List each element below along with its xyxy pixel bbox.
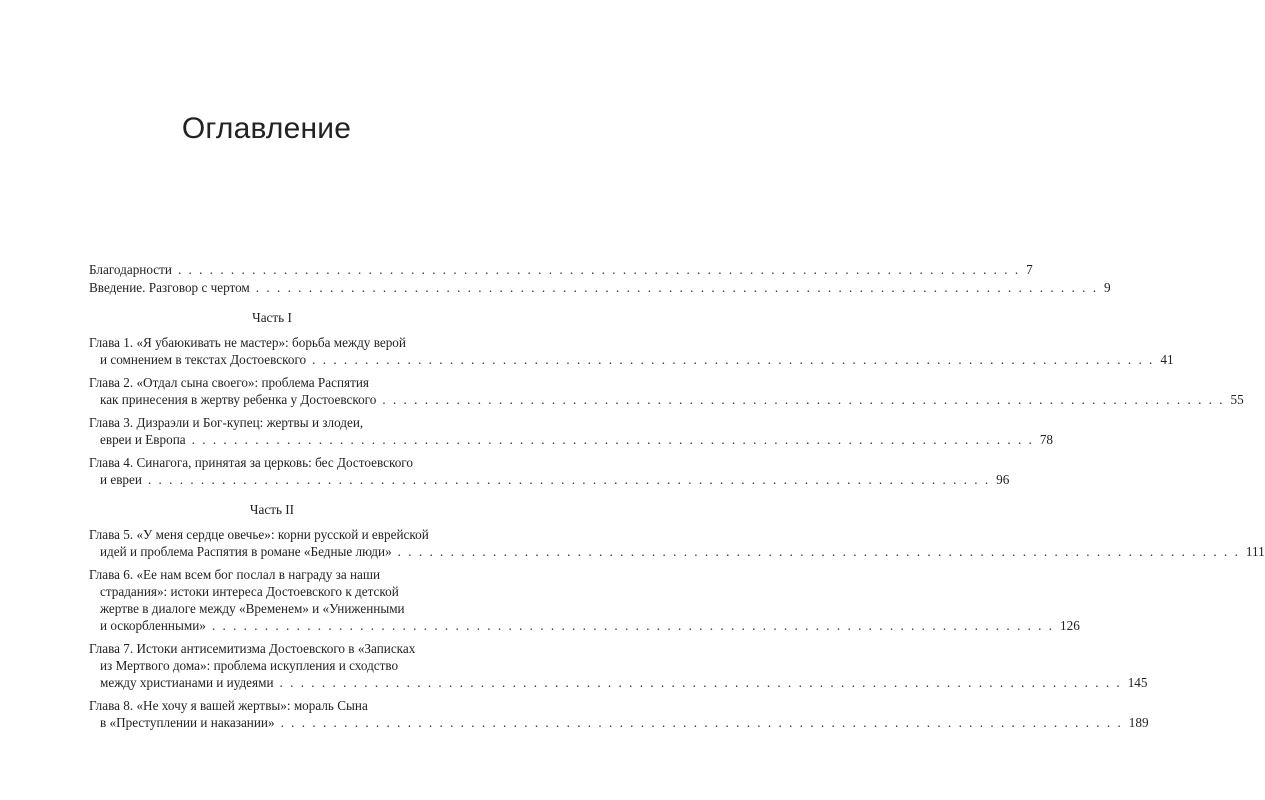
toc-entry-line [89,600,455,617]
dot-leader: . . . . . . . . . . . . . . . . . . . . . . . . . . . . . . . . . . . . . . . . . . . . . . . . . . . . . . . . . . . . . . . . . . . . . . . . . . . . . . . . [312,352,1155,367]
toc-entry-text: и оскорбленными» [100,618,206,633]
part-heading: Часть I [252,310,292,325]
dot-leader: . . . . . . . . . . . . . . . . . . . . . . . . . . . . . . . . . . . . . . . . . . . . . . . . . . . . . . . . . . . . . . . . . . . . . . . . . . . . . . . . [255,280,1098,295]
toc-entry-text: Глава 6. «Ее нам всем бог послал в награду за наши [89,567,381,582]
dot-leader: . . . . . . . . . . . . . . . . . . . . . . . . . . . . . . . . . . . . . . . . . . . . . . . . . . . . . . . . . . . . . . . . . . . . . . . . . . . . . . . . [177,262,1021,277]
toc-entry-text: Благодарности [89,262,172,277]
toc-entry-line [89,697,455,714]
toc-entry-line [89,414,455,431]
page-number: 96 [996,472,1010,487]
toc-entry-line [89,617,1080,634]
dot-leader: . . . . . . . . . . . . . . . . . . . . . . . . . . . . . . . . . . . . . . . . . . . . . . . . . . . . . . . . . . . . . . . . . . . . . . . . . . . . . . . . [280,715,1123,730]
toc-entry-text: Глава 1. «Я убаюкивать не мастер»: борьба между верой [89,335,406,350]
toc-entry[interactable] [89,334,1174,368]
toc-entry-line [89,583,455,600]
toc-entry-line [89,543,1265,560]
toc-entry-line [89,566,455,583]
toc-entry-text: жертве в диалоге между «Временем» и «Униженными [100,601,405,616]
toc-entry-line [89,454,455,471]
toc-entry-text: евреи и Европа [100,432,186,447]
toc-entry-line [89,391,1244,408]
toc-entry-line [89,261,1033,278]
toc-entry-line [89,674,1148,691]
dot-leader: . . . . . . . . . . . . . . . . . . . . . . . . . . . . . . . . . . . . . . . . . . . . . . . . . . . . . . . . . . . . . . . . . . . . . . . . . . . . . . . . [397,544,1240,559]
toc-entry-text: Глава 3. Дизраэли и Бог-купец: жертвы и злодеи, [89,415,364,430]
toc-entry-text: Глава 4. Синагога, принятая за церковь: бес Достоевского [89,455,413,470]
table-of-contents [89,261,1265,737]
dot-leader: . . . . . . . . . . . . . . . . . . . . . . . . . . . . . . . . . . . . . . . . . . . . . . . . . . . . . . . . . . . . . . . . . . . . . . . . . . . . . . . . [382,392,1225,407]
dot-leader: . . . . . . . . . . . . . . . . . . . . . . . . . . . . . . . . . . . . . . . . . . . . . . . . . . . . . . . . . . . . . . . . . . . . . . . . . . . . . . . . [279,675,1122,690]
dot-leader: . . . . . . . . . . . . . . . . . . . . . . . . . . . . . . . . . . . . . . . . . . . . . . . . . . . . . . . . . . . . . . . . . . . . . . . . . . . . . . . . [191,432,1034,447]
page-number: 126 [1060,618,1080,633]
toc-entry[interactable] [89,697,1149,731]
page-number: 78 [1039,432,1054,447]
part-heading: Часть II [249,502,295,517]
toc-entry[interactable] [89,414,1054,448]
toc-entry[interactable] [89,374,1244,408]
toc-entry-line [89,526,455,543]
toc-entry-line [89,351,1174,368]
page-number: 55 [1230,392,1244,407]
toc-entry-text: из Мертвого дома»: проблема искупления и сходство [100,658,399,673]
toc-entry-line [89,279,1111,296]
toc-entry-text: Глава 8. «Не хочу я вашей жертвы»: мораль Сына [89,698,368,713]
page-number: 9 [1103,280,1111,295]
toc-entry[interactable] [89,566,1080,634]
toc-entry-line [89,374,455,391]
toc-entry-text: страдания»: истоки интереса Достоевского к детской [100,584,399,599]
toc-entry-line [89,640,455,657]
toc-entry[interactable] [89,640,1148,691]
toc-entry-text: Глава 7. Истоки антисемитизма Достоевского в «Записках [89,641,416,656]
toc-entry-text: и евреи [100,472,142,487]
toc-entry-line [89,714,1149,731]
toc-entry-text: и сомнением в текстах Достоевского [100,352,307,367]
page-number: 145 [1127,675,1148,690]
toc-entry-text: между христианами и иудеями [100,675,274,690]
toc-entry-text: в «Преступлении и наказании» [100,715,275,730]
dot-leader: . . . . . . . . . . . . . . . . . . . . . . . . . . . . . . . . . . . . . . . . . . . . . . . . . . . . . . . . . . . . . . . . . . . . . . . . . . . . . . . . [211,618,1055,633]
toc-entry[interactable] [89,454,1010,488]
dot-leader: . . . . . . . . . . . . . . . . . . . . . . . . . . . . . . . . . . . . . . . . . . . . . . . . . . . . . . . . . . . . . . . . . . . . . . . . . . . . . . . . [147,472,991,487]
page-title: Оглавление [181,112,352,145]
toc-entry-line [89,657,455,674]
toc-entry-text: идей и проблема Распятия в романе «Бедные люди» [100,544,392,559]
toc-entry-text: Введение. Разговор с чертом [89,280,250,295]
page-number: 189 [1128,715,1149,730]
toc-entry-line [89,334,455,351]
toc-entry-line [89,431,1054,448]
page-number: 111 [1245,544,1265,559]
toc-entry-text: как принесения в жертву ребенка у Достоевского [100,392,377,407]
page-number: 7 [1026,262,1033,277]
toc-entry-text: Глава 2. «Отдал сына своего»: проблема Распятия [89,375,369,390]
toc-entry[interactable] [89,261,1033,278]
toc-entry-text: Глава 5. «У меня сердце овечье»: корни русской и еврейской [89,527,429,542]
toc-entry[interactable] [89,526,1265,560]
toc-entry-line [89,471,1010,488]
page-number: 41 [1160,352,1174,367]
toc-entry[interactable] [89,279,1111,296]
